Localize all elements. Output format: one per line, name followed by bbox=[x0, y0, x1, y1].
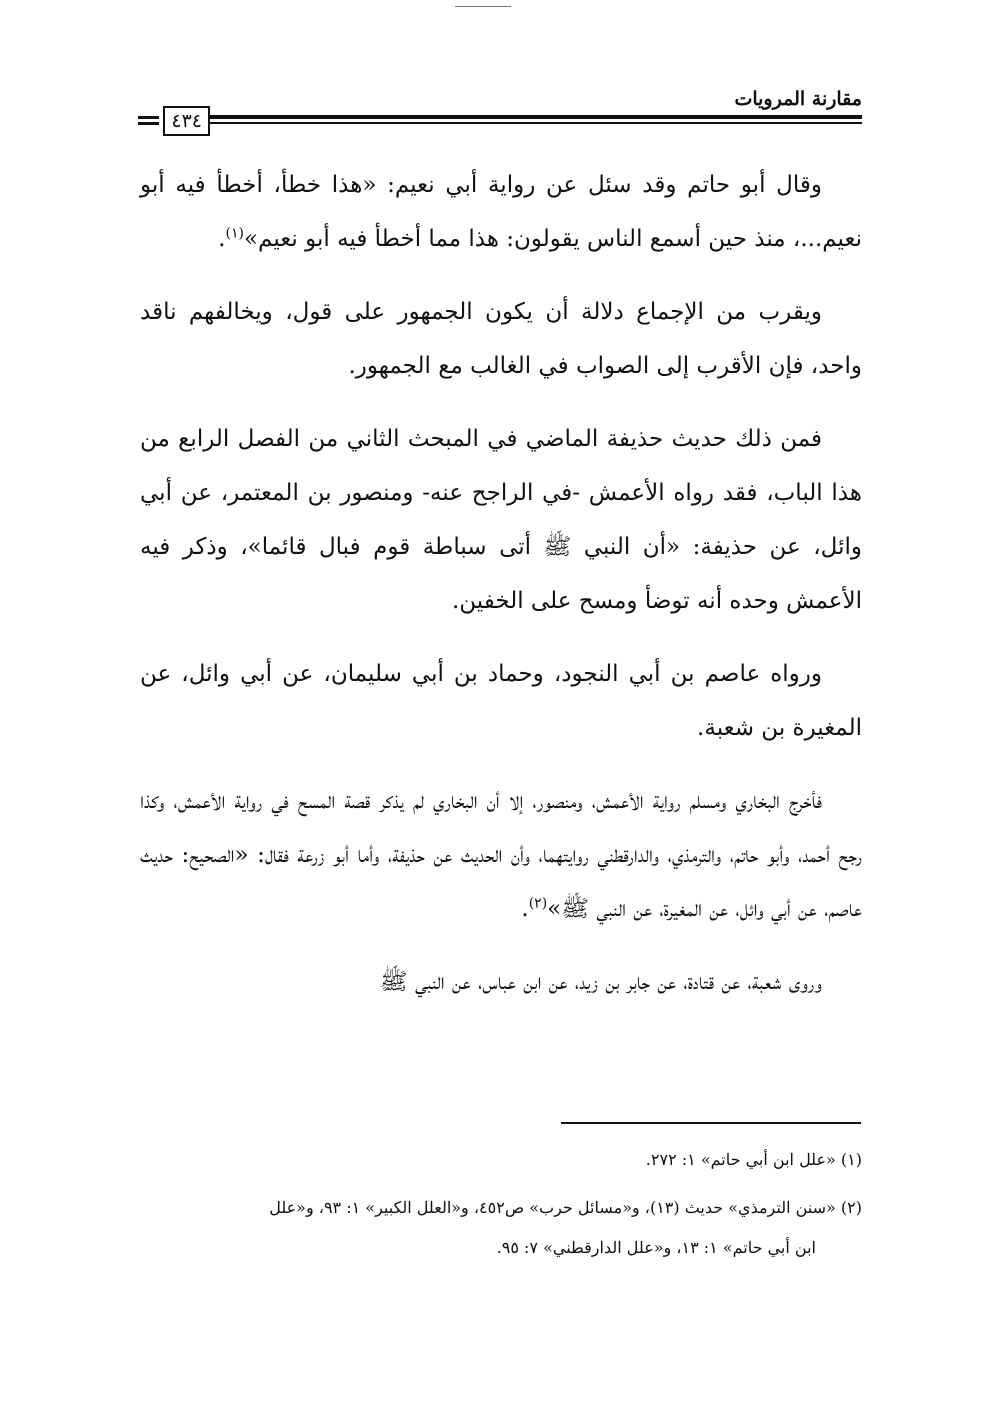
footnote-separator bbox=[561, 1122, 861, 1124]
running-title: مقارنة المرويات bbox=[734, 88, 862, 110]
footnote-2 bbox=[140, 1188, 862, 1268]
footnote-2-text: «سنن الترمذي» حديث (١٣)، و«مسائل حرب» ص٤٥٢، و«العلل الكبير» ١: ٩٣، و«علل bbox=[269, 1198, 836, 1217]
paragraph-5-text: فأخرج البخاري ومسلم رواية الأعمش، ومنصور، إلا أن البخاري لم يذكر قصة المسح في رواية الأعمش، وكذا رجح أحمد، وأبو حاتم، والترمذي، والدارقطني روايتهما، وأن الحديث عن حذيفة، وأما أبو زرعة فقال: «الصحيح: حديث عاصم، عن أبي وائل، عن المغيرة، عن النبي ﷺ» bbox=[140, 788, 862, 922]
header-thin-rule bbox=[138, 122, 862, 124]
paragraph-1-text: وقال أبو حاتم وقد سئل عن رواية أبي نعيم: «هذا خطأ، أخطأ فيه أبو نعيم...، منذ حين أسمع الناس يقولون: هذا مما أخطأ فيه أبو نعيم» bbox=[140, 172, 862, 252]
footnote-2-number: (٢) bbox=[840, 1198, 862, 1217]
footnote-1-text: «علل ابن أبي حاتم» ١: ٢٧٢. bbox=[645, 1150, 836, 1169]
page-number: ٤٣٤ bbox=[163, 106, 210, 136]
paragraph-4: ورواه عاصم بن أبي النجود، وحماد بن أبي سليمان، عن أبي وائل، عن المغيرة بن شعبة. bbox=[140, 661, 862, 741]
page-number-ornament bbox=[138, 115, 159, 127]
paragraph-2: ويقرب من الإجماع دلالة أن يكون الجمهور على قول، ويخالفهم ناقد واحد، فإن الأقرب إلى الصواب في الغالب مع الجمهور. bbox=[140, 299, 862, 379]
top-edge-mark bbox=[455, 6, 511, 7]
paragraph-3: فمن ذلك حديث حذيفة الماضي في المبحث الثاني من الفصل الرابع من هذا الباب، فقد رواه الأعمش -في الراجح عنه- ومنصور بن المعتمر، عن أبي وائل، عن حذيفة: «أن النبي ﷺ أتى سباطة قوم فبال قائما»، وذكر فيه الأعمش وحده أنه توضأ ومسح على الخفين. bbox=[140, 426, 862, 614]
paragraph-1: وقال أبو حاتم وقد سئل عن رواية أبي نعيم: «هذا خطأ، أخطأ فيه أبو نعيم...، منذ حين أسمع الناس يقولون: هذا مما أخطأ فيه أبو نعيم»$^{(١)}$. bbox=[140, 172, 862, 252]
paragraph-6: وروى شعبة، عن قتادة، عن جابر بن زيد، عن ابن عباس، عن النبي ﷺ bbox=[379, 969, 822, 995]
footnotes bbox=[140, 1140, 862, 1276]
footnote-ref-1[interactable]: (١) bbox=[225, 225, 244, 242]
header-thick-rule bbox=[138, 115, 862, 119]
footnote-1-number: (١) bbox=[840, 1150, 862, 1169]
footnote-ref-2[interactable]: (٢) bbox=[528, 895, 548, 912]
page-header bbox=[138, 88, 862, 150]
footnote-1 bbox=[140, 1140, 862, 1180]
main-text bbox=[140, 158, 862, 1028]
paragraph-5: فأخرج البخاري ومسلم رواية الأعمش، ومنصور، إلا أن البخاري لم يذكر قصة المسح في رواية الأعمش، وكذا رجح أحمد، وأبو حاتم، والترمذي، والدارقطني روايتهما، وأن الحديث عن حذيفة، وأما أبو زرعة فقال: «الصحيح: حديث عاصم، عن أبي وائل، عن المغيرة، عن النبي ﷺ»$^{(٢)}$. bbox=[140, 788, 862, 922]
footnote-2-continuation: ابن أبي حاتم» ١: ١٣، و«علل الدارقطني» ٧: ٩٥. bbox=[496, 1238, 816, 1257]
page-number-box bbox=[138, 104, 210, 138]
